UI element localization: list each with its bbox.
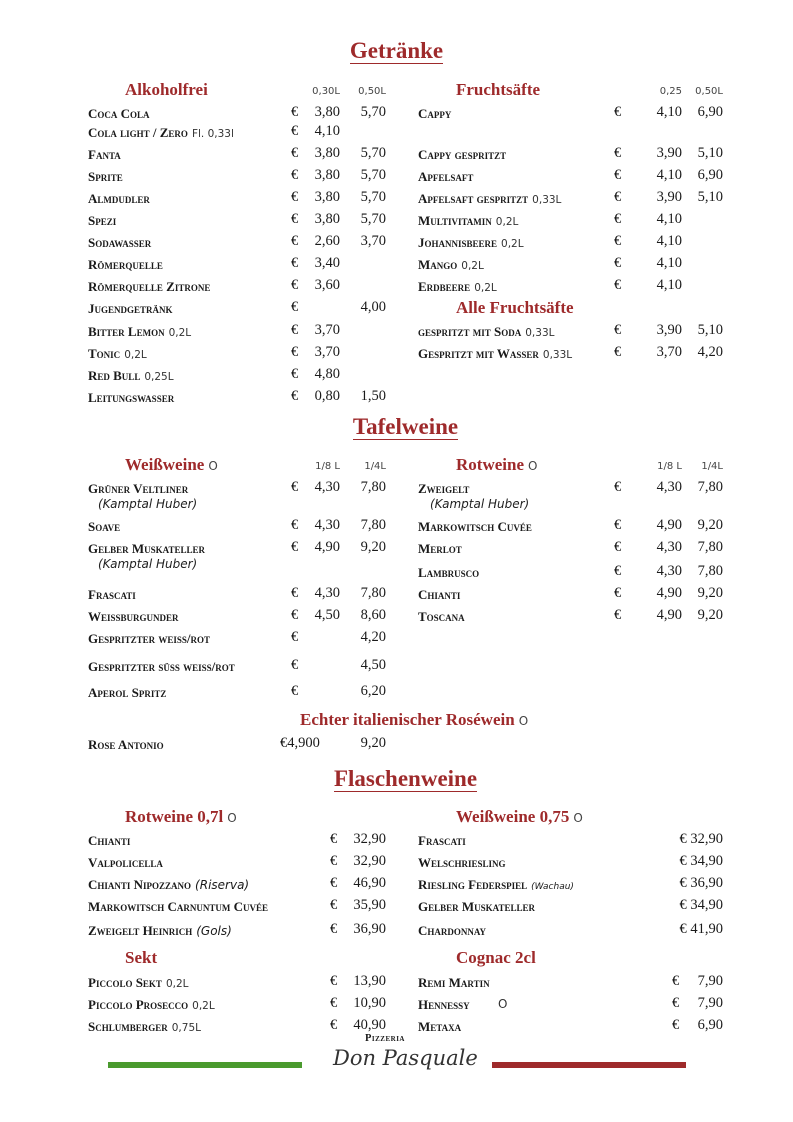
item-name [418,975,490,991]
currency-symbol: € [291,277,299,293]
col-header-18-rot: 1/8 L [657,461,682,472]
item-name-text: Rose Antonio [88,737,164,752]
item-name-text: Metaxa [418,1019,462,1034]
price-large: 5,70 [360,167,386,183]
price-large: 5,10 [697,322,723,338]
item-name-text: Sodawasser [88,235,152,250]
price-large: 6,20 [360,683,386,699]
currency-symbol: € [291,299,299,315]
item-name-text: Welschriesling [418,855,506,870]
price-small: 4,30 [314,517,340,533]
item-name [88,519,120,535]
currency-symbol: € [614,145,622,161]
item-name [418,923,486,939]
heading-sekt: Sekt [125,948,158,967]
item-name-text: Markowitsch Cuvée [418,519,532,534]
item-size: 0,2L [501,238,524,250]
price-large: 6,90 [697,167,723,183]
item-name [88,390,174,406]
currency-symbol: € [291,255,299,271]
price-small: 4,10 [656,277,682,293]
col-header-050: 0,50L [358,86,386,97]
bottle-price: 10,90 [353,995,386,1011]
currency-symbol: € [291,517,299,533]
item-name [88,324,191,340]
bottle-price: 32,90 [353,831,386,847]
currency-symbol: € [291,123,299,139]
item-name [418,324,554,340]
item-name-text: Bitter Lemon [88,324,165,339]
item-size: 0,33L [525,327,555,339]
price-large: 5,70 [360,189,386,205]
item-name [418,279,497,295]
item-size: 0,2L [474,282,497,294]
price-small: 3,80 [314,104,340,120]
price-small: 3,90 [656,145,682,161]
item-name [88,923,232,939]
col-header-025: 0,25 [659,86,682,97]
item-name [418,565,479,581]
item-name [418,106,451,122]
bottle-price: € 34,90 [679,897,723,913]
price-large: 3,70 [360,233,386,249]
italian-flag-red-bar [492,1062,686,1068]
price-large: 7,80 [697,479,723,495]
price-small: 3,80 [314,145,340,161]
cognac-price: 7,90 [697,995,723,1011]
item-name [418,147,506,163]
heading-fruchtsaefte: Fruchtsäfte [456,80,541,99]
currency-symbol: € [291,388,299,404]
currency-symbol: € [614,211,622,227]
price-large: 9,20 [697,585,723,601]
price-large: 5,10 [697,145,723,161]
item-name [88,125,234,141]
price-small: 3,70 [314,344,340,360]
logo-don-pasquale: Don Pasquale [333,1046,478,1070]
bottle-price: € 41,90 [679,921,723,937]
currency-symbol: € [330,1017,338,1033]
price-large: 7,80 [360,517,386,533]
mark-o: O [573,811,583,825]
item-name [88,997,215,1013]
item-name-text: Merlot [418,541,462,556]
price-small: 4,10 [656,233,682,249]
item-size: 0,2L [165,978,189,990]
price-large: 7,80 [697,539,723,555]
item-name-text: Weissburgunder [88,609,179,624]
price-large: 9,20 [697,607,723,623]
item-name-text: Lambrusco [418,565,480,580]
currency-symbol: € [291,189,299,205]
heading-cognac: Cognac 2cl [456,948,536,967]
currency-symbol: € [614,585,622,601]
item-name-text: Cola light / Zero [88,125,188,140]
item-name [88,346,147,362]
bottle-price: € 32,90 [679,831,723,847]
item-name-text: Gelber Muskateller [88,541,205,556]
price-small: 4,90 [314,539,340,555]
currency-symbol: € [614,167,622,183]
item-size: Fl. 0,33l [191,128,234,140]
price-small: 4,90 [656,517,682,533]
item-name-text: Apfelsaft [418,169,474,184]
item-size: 0,33L [542,349,573,361]
cognac-price: 6,90 [697,1017,723,1033]
price-small: 4,90 [656,585,682,601]
item-name-text: Chianti [88,833,131,848]
bottle-price: € 36,90 [679,875,723,891]
currency-symbol: € [614,517,622,533]
col-header-14-rot: 1/4L [701,461,723,472]
mark-o: O [527,459,538,473]
currency-symbol: € [614,539,622,555]
col-header-14: 1/4L [364,461,386,472]
item-name-text: Cappy gespritzt [418,147,507,162]
item-name [88,609,179,625]
mark-o: O [498,997,508,1011]
col-header-050-fs: 0,50L [695,86,723,97]
price-small: 3,80 [314,167,340,183]
price-large: 5,70 [360,104,386,120]
item-name [418,191,561,207]
price-small: 4,10 [656,167,682,183]
mark-o: O [518,714,529,728]
currency-symbol: € [614,322,622,338]
item-name-text: Fanta [88,147,121,162]
item-name [88,975,189,991]
item-name [88,368,174,384]
price-small: 0,80 [314,388,340,404]
item-name-text: Markowitsch Carnuntum Cuvée [88,899,269,914]
price-large: 9,20 [360,735,386,751]
heading-rosewein: Echter italienischer Roséwein O [300,710,529,729]
item-size: (Gols) [196,924,232,938]
price-large: 9,20 [697,517,723,533]
price-large: 1,50 [360,388,386,404]
bottle-price: 13,90 [353,973,386,989]
price-large: 9,20 [360,539,386,555]
heading-alle-fruchtsaefte: Alle Fruchtsäfte [456,298,574,317]
item-name [88,147,121,163]
item-size: 0,2L [461,260,484,272]
item-name-text: gespritzt mit Soda [418,324,522,339]
bottle-price: 40,90 [353,1017,386,1033]
item-name-text: Piccolo Prosecco [88,997,189,1012]
currency-symbol: € [291,344,299,360]
item-name [418,257,484,273]
item-name-text: Leitungswasser [88,390,175,405]
currency-symbol: € [330,897,338,913]
bottle-price: 32,90 [353,853,386,869]
item-name-text: Jugendgetränk [88,301,173,316]
item-name [418,997,470,1013]
price-small: 4,90 [656,607,682,623]
item-name [88,587,136,603]
title-getraenke: Getränke [349,38,444,63]
heading-alkoholfrei: Alkoholfrei [125,80,208,99]
price-large: 4,20 [360,629,386,645]
currency-symbol: € [291,211,299,227]
currency-symbol: € [291,683,299,699]
price-small: 4,10 [314,123,340,139]
item-name-text: Mango [418,257,458,272]
currency-symbol: € [614,344,622,360]
price-small: 3,80 [314,211,340,227]
price-large: 5,70 [360,145,386,161]
currency-symbol: € [614,277,622,293]
currency-symbol: € [330,921,338,937]
item-name-text: Riesling Federspiel [418,877,528,892]
item-name [88,855,163,871]
item-name-text: Sprite [88,169,123,184]
item-name [418,346,572,362]
currency-symbol: € [291,233,299,249]
item-name [418,899,535,915]
item-name [88,659,235,675]
item-note: (Kamptal Huber) [98,497,198,511]
item-name-text: Johannisbeere [418,235,498,250]
item-name-text: Remi Martin [418,975,490,990]
item-name [88,899,268,915]
item-name-text: Hennessy [418,997,470,1012]
currency-symbol: € [614,563,622,579]
currency-symbol: € [614,104,622,120]
item-name [88,1019,201,1035]
item-name-text: Chianti [418,587,461,602]
item-name-text: Gespritzter süss weiss/rot [88,659,235,674]
item-name-text: Apfelsaft gespritzt [418,191,529,206]
currency-symbol: € [330,973,338,989]
item-size: 0,2L [495,216,519,228]
price-small: 4,10 [656,255,682,271]
item-name-text: Frascati [88,587,136,602]
item-name-text: Piccolo Sekt [88,975,162,990]
item-name-text: Cappy [418,106,452,121]
price-large: 4,50 [360,657,386,673]
currency-symbol: € [291,539,299,555]
price-large: 4,20 [697,344,723,360]
price-small: 4,30 [314,585,340,601]
item-name-text: Zweigelt Heinrich [88,923,193,938]
price-large: 8,60 [360,607,386,623]
title-tafelweine: Tafelweine [352,414,459,439]
price-small: 4,30 [656,479,682,495]
currency-symbol: € [614,607,622,623]
price-large: 7,80 [360,585,386,601]
currency-symbol: € [672,973,680,989]
item-name-text: Aperol Spritz [88,685,167,700]
price-small: 4,10 [656,211,682,227]
item-size: 0,2L [168,327,192,339]
item-size: (Wachau) [531,882,574,892]
item-name [418,235,524,251]
item-size: 0,25L [144,371,174,383]
price-small: 3,60 [314,277,340,293]
price-large: 7,80 [697,563,723,579]
item-name [418,519,532,535]
price-large: 6,90 [697,104,723,120]
price-small: 3,90 [656,322,682,338]
currency-symbol: € [672,995,680,1011]
price-large: 4,00 [360,299,386,315]
currency-symbol: € [614,255,622,271]
price-small: 3,80 [314,189,340,205]
mark-o: O [227,811,237,825]
logo-pizzeria: Pizzeria [365,1033,405,1044]
currency-symbol: € [330,995,338,1011]
item-name-text: Spezi [88,213,117,228]
item-name-text: Toscana [418,609,465,624]
item-name [88,106,150,122]
currency-symbol: € [330,875,338,891]
item-name [418,541,462,557]
currency-symbol: € [614,233,622,249]
currency-symbol: € [291,322,299,338]
heading-rotweine-fl: Rotweine 0,7l O [125,807,237,826]
mark-o: O [208,459,218,473]
item-name [418,855,506,871]
heading-weissweine: Weißweine O [125,455,218,474]
price-small: 4,10 [656,104,682,120]
item-name [88,279,210,295]
item-name-text: Multivitamin [418,213,492,228]
bottle-price: 35,90 [353,897,386,913]
currency-symbol: € [291,145,299,161]
price-small: 4,30 [656,539,682,555]
item-name-text: Gespritzt mit Wasser [418,346,539,361]
price-small: 4,80 [314,366,340,382]
price-small: 4,50 [314,607,340,623]
cognac-price: 7,90 [697,973,723,989]
item-name [418,587,460,603]
currency-symbol: € [291,607,299,623]
item-size: (Riserva) [195,878,250,892]
currency-symbol: € [291,657,299,673]
item-name [88,257,163,273]
currency-symbol: € [330,853,338,869]
item-note: (Kamptal Huber) [98,557,198,571]
price-small: 3,70 [314,322,340,338]
currency-symbol: € [291,585,299,601]
item-name-text: Erdbeere [418,279,471,294]
price-small: 4,30 [656,563,682,579]
item-name-text: Chardonnay [418,923,487,938]
item-name [88,833,130,849]
item-name [88,737,164,753]
bottle-price: € 34,90 [679,853,723,869]
currency-symbol: € [330,831,338,847]
item-name-text: Almdudler [88,191,150,206]
item-name [418,1019,461,1035]
heading-rotweine: Rotweine O [456,455,538,474]
item-name-text: Chianti Nipozzano [88,877,192,892]
item-name-text: Frascati [418,833,466,848]
heading-weissweine-fl: Weißweine 0,75 O [456,807,583,826]
col-header-030: 0,30L [312,86,340,97]
item-name [88,877,249,893]
item-name-text: Gelber Muskateller [418,899,535,914]
price-small: €4,900 [280,735,320,751]
item-name [418,877,574,893]
col-header-18: 1/8 L [315,461,340,472]
price-small: 3,90 [656,189,682,205]
item-name-text: Tonic [88,346,121,361]
price-large: 5,70 [360,211,386,227]
item-size: 0,2L [192,1000,215,1012]
item-name [418,609,465,625]
item-name [88,685,166,701]
item-name [88,169,123,185]
item-name-text: Zweigelt [418,481,470,496]
item-name-text: Valpolicella [88,855,163,870]
item-name-text: Schlumberger [88,1019,168,1034]
price-small: 3,40 [314,255,340,271]
item-name [88,191,150,207]
item-size: 0,33L [532,194,562,206]
bottle-price: 46,90 [353,875,386,891]
item-note: (Kamptal Huber) [430,497,530,511]
item-name [88,481,188,497]
italian-flag-green-bar [108,1062,302,1068]
item-name-text: Soave [88,519,121,534]
item-name [88,541,205,557]
bottle-price: 36,90 [353,921,386,937]
price-small: 2,60 [314,233,340,249]
item-name-text: Gespritzter weiss/rot [88,631,211,646]
item-name [418,481,469,497]
item-name-text: Römerquelle Zitrone [88,279,211,294]
currency-symbol: € [291,167,299,183]
price-large: 7,80 [360,479,386,495]
item-name [418,213,518,229]
price-small: 3,70 [656,344,682,360]
item-name-text: Grüner Veltliner [88,481,189,496]
title-flaschenweine: Flaschenweine [333,766,478,791]
currency-symbol: € [291,629,299,645]
item-name [88,631,210,647]
item-name-text: Red Bull [88,368,141,383]
item-name [418,833,466,849]
price-large: 5,10 [697,189,723,205]
item-name-text: Coca Cola [88,106,150,121]
item-name [418,169,473,185]
item-name [88,301,173,317]
item-name-text: Römerquelle [88,257,163,272]
currency-symbol: € [614,189,622,205]
price-small: 4,30 [314,479,340,495]
currency-symbol: € [614,479,622,495]
item-size: 0,2L [124,349,147,361]
item-name [88,213,116,229]
currency-symbol: € [672,1017,680,1033]
item-name [88,235,151,251]
currency-symbol: € [291,366,299,382]
currency-symbol: € [291,479,299,495]
currency-symbol: € [291,104,299,120]
item-size: 0,75L [171,1022,201,1034]
